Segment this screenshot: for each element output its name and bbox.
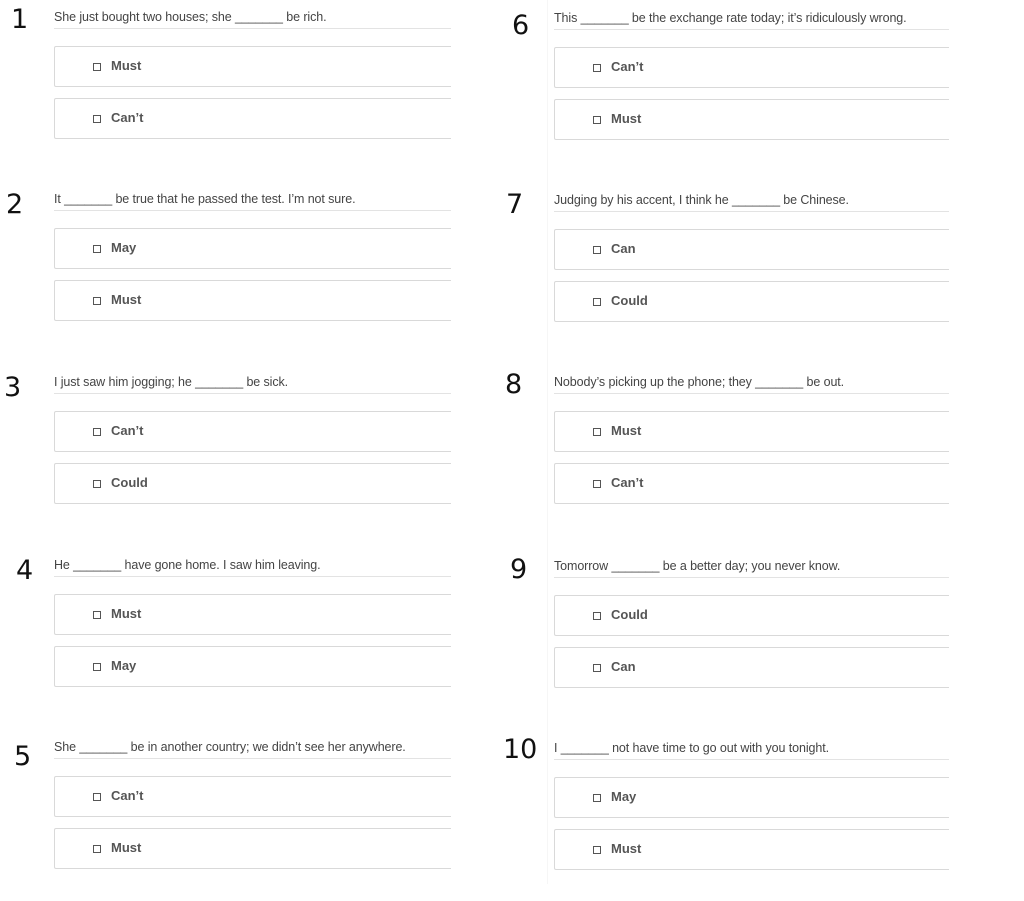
checkbox[interactable] [93,63,101,71]
question-text: She _______ be in another country; we didn’t see her anywhere. [54,740,451,759]
answer-option[interactable] [554,229,949,270]
answer-option[interactable] [554,647,949,688]
checkbox[interactable] [93,611,101,619]
checkbox[interactable] [93,663,101,671]
question-2 [0,182,500,352]
answer-option[interactable] [54,463,451,504]
checkbox[interactable] [93,480,101,488]
checkbox[interactable] [93,845,101,853]
option-label: Must [111,840,142,855]
question-number: 4 [16,555,34,586]
checkbox[interactable] [93,245,101,253]
checkbox[interactable] [593,480,601,488]
answer-option[interactable] [54,828,451,869]
question-number: 7 [506,189,524,220]
option-label: May [611,789,637,804]
question-9 [500,549,1000,719]
checkbox[interactable] [593,794,601,802]
checkbox[interactable] [93,793,101,801]
checkbox[interactable] [593,246,601,254]
answer-option[interactable] [554,829,949,870]
question-text: Tomorrow _______ be a better day; you never know. [554,559,949,578]
question-7 [500,183,1000,353]
answer-option[interactable] [54,228,451,269]
question-number: 10 [503,734,538,765]
option-label: May [111,658,137,673]
option-label: Can’t [611,475,644,490]
question-3 [0,365,500,535]
question-number: 9 [510,554,528,585]
option-label: Must [611,111,642,126]
answer-option[interactable] [54,646,451,687]
option-label: Can [611,241,636,256]
question-text: She just bought two houses; she _______ be rich. [54,10,451,29]
answer-option[interactable] [554,411,949,452]
question-number: 5 [14,741,32,772]
right-question-column [500,0,1000,884]
option-label: Can [611,659,636,674]
option-label: Must [611,841,642,856]
question-6 [500,1,1000,171]
checkbox[interactable] [593,298,601,306]
question-number: 6 [512,10,530,41]
option-label: Must [111,292,142,307]
answer-option[interactable] [54,280,451,321]
checkbox[interactable] [93,115,101,123]
option-label: Could [111,475,148,490]
question-8 [500,365,1000,535]
question-4 [0,548,500,718]
answer-option[interactable] [554,463,949,504]
checkbox[interactable] [593,664,601,672]
question-number: 8 [505,369,523,400]
checkbox[interactable] [93,297,101,305]
answer-option[interactable] [54,776,451,817]
question-text: Judging by his accent, I think he _______ be Chinese. [554,193,949,212]
question-text: I _______ not have time to go out with you tonight. [554,741,949,760]
option-label: Could [611,293,648,308]
question-text: This _______ be the exchange rate today; it’s ridiculously wrong. [554,11,949,30]
question-5 [0,730,500,900]
option-label: Must [111,58,142,73]
question-text: I just saw him jogging; he _______ be sick. [54,375,451,394]
option-label: Must [111,606,142,621]
checkbox[interactable] [593,64,601,72]
answer-option[interactable] [54,411,451,452]
answer-option[interactable] [54,594,451,635]
answer-option[interactable] [54,98,451,139]
option-label: Can’t [111,110,144,125]
left-question-column [0,0,500,884]
question-number: 2 [6,189,24,220]
question-number: 3 [4,372,22,403]
answer-option[interactable] [554,777,949,818]
option-label: Can’t [611,59,644,74]
checkbox[interactable] [593,612,601,620]
answer-option[interactable] [554,281,949,322]
answer-option[interactable] [554,595,949,636]
question-10 [500,731,1000,901]
option-label: Can’t [111,423,144,438]
question-text: He _______ have gone home. I saw him leaving. [54,558,451,577]
option-label: Could [611,607,648,622]
question-text: Nobody’s picking up the phone; they _______ be out. [554,375,949,394]
option-label: Can’t [111,788,144,803]
checkbox[interactable] [593,846,601,854]
checkbox[interactable] [93,428,101,436]
question-1 [0,0,500,170]
option-label: Must [611,423,642,438]
option-label: May [111,240,137,255]
checkbox[interactable] [593,116,601,124]
checkbox[interactable] [593,428,601,436]
question-text: It _______ be true that he passed the test. I’m not sure. [54,192,451,211]
answer-option[interactable] [554,47,949,88]
answer-option[interactable] [554,99,949,140]
answer-option[interactable] [54,46,451,87]
question-number: 1 [11,4,29,35]
